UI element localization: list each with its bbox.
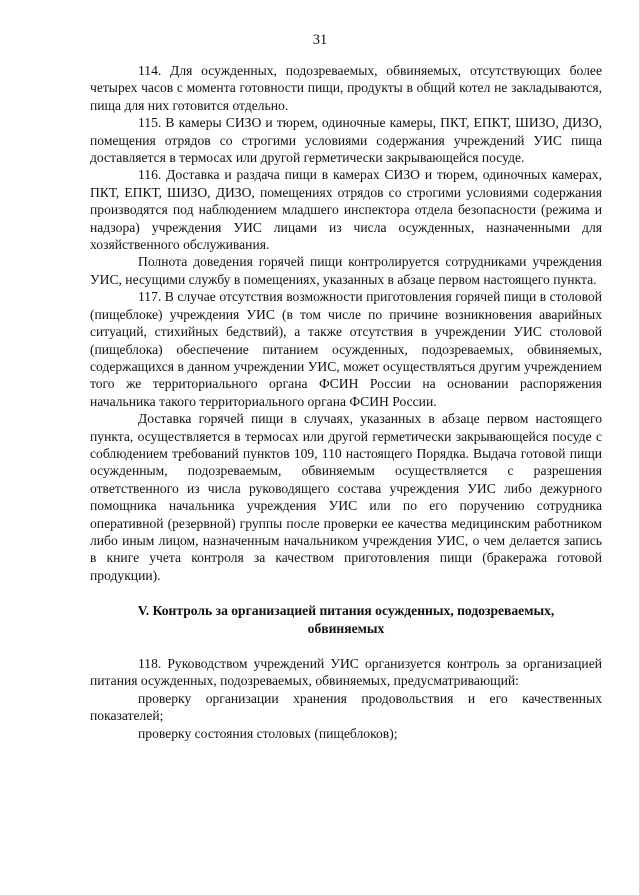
document-body — [90, 62, 602, 742]
paragraph-116-continuation: Полнота доведения горячей пищи контролируется сотрудниками учреждения УИС, несущими службу в помещениях, указанных в абзаце первом настоящего пункта. — [90, 254, 602, 287]
paragraph-116: 116. Доставка и раздача пищи в камерах СИЗО и тюрем, одиночных камерах, ПКТ, ЕПКТ, ШИЗО, ДИЗО, помещениях отрядов со строгими условиями содержания производятся под наблюдением младшего инспектора отдела безопасности (режима и надзора) учреждения УИС лицами из числа осужденных, назначенными для хозяйственного обслуживания. — [90, 167, 602, 253]
paragraph-118: 118. Руководством учреждений УИС организуется контроль за организацией питания осужденных, подозреваемых, обвиняемых, предусматривающий: — [90, 656, 602, 689]
paragraph-114: 114. Для осужденных, подозреваемых, обвиняемых, отсутствующих более четырех часов с момента готовности пищи, продукты в общий котел не закладываются, пища для них готовится отдельно. — [90, 63, 602, 113]
list-item-storage-check: проверку организации хранения продовольствия и его качественных показателей; — [90, 690, 602, 724]
page-number: 31 — [312, 32, 328, 48]
list-item-canteen-check: проверку состояния столовых (пищеблоков); — [138, 725, 398, 741]
paragraph-117: 117. В случае отсутствия возможности приготовления горячей пищи в столовой (пищеблоке) учреждения УИС (в том числе по причине возникновения аварийных ситуаций, стихийных бедствий), а также отсутствия в учреждении УИС столовой (пищеблока) обеспечение питанием осужденных, подозреваемых, обвиняемых, содержащихся в данном учреждении УИС, может осуществляться другим учреждением того же территориального органа ФСИН России на основании распоряжения начальника такого территориального органа ФСИН России. — [90, 289, 602, 409]
paragraph-115: 115. В камеры СИЗО и тюрем, одиночные камеры, ПКТ, ЕПКТ, ШИЗО, ДИЗО, помещения отрядов со строгими условиями содержания учреждений УИС пища доставляется в термосах или другой герметически закрывающейся посуде. — [90, 115, 602, 166]
paragraph-117-continuation: Доставка горячей пищи в случаях, указанных в абзаце первом настоящего пункта, осуществляется в термосах или другой герметически закрывающейся посуде с соблюдением требований пунктов 109, 110 настоящего Порядка. Выдача готовой пищи осужденным, подозреваемым, обвиняемым осуществляется с разрешения ответственного из числа руководящего состава учреждения УИС либо дежурного помощника начальника учреждения УИС или по его поручению сотрудника оперативной (резервной) группы после проверки ее качества медицинским работником либо иным лицом, назначенным начальником учреждения УИС, о чем делается запись в книге учета контроля за качеством приготовления пищи (бракеража готовой продукции). — [90, 411, 602, 583]
section-heading: V. Контроль за организацией питания осужденных, подозреваемых, обвиняемых — [137, 603, 555, 636]
